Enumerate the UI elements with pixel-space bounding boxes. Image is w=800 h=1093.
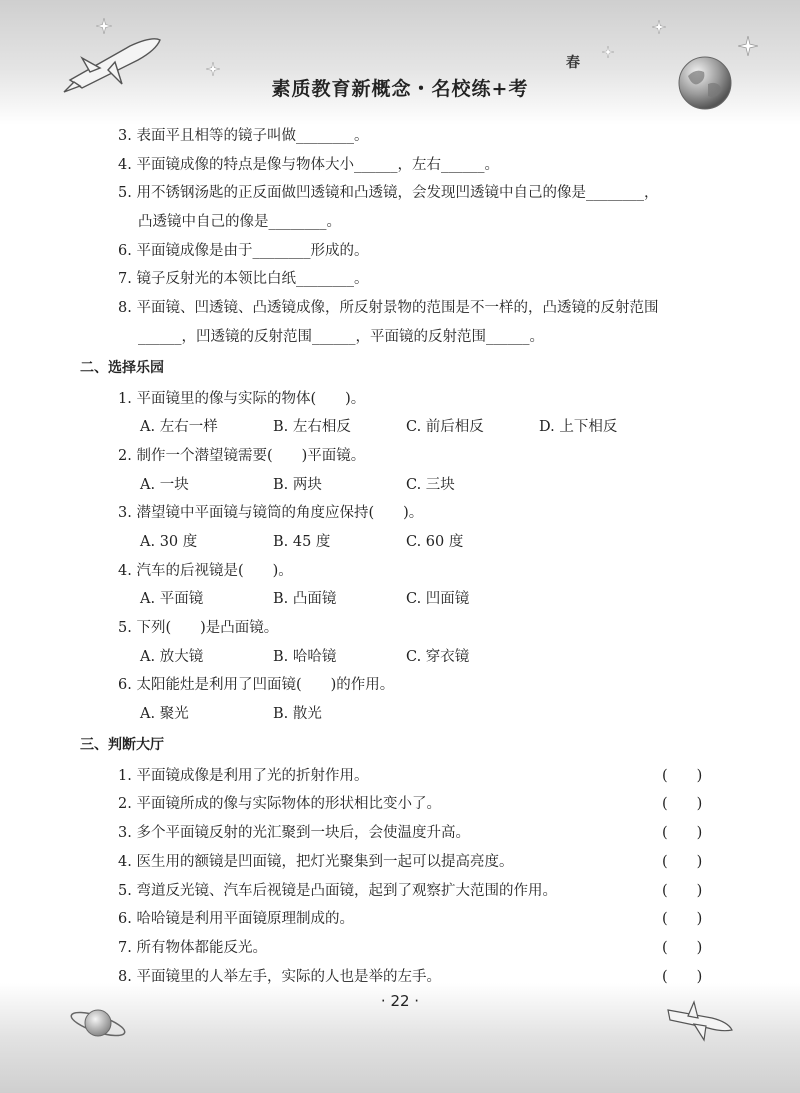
judge-item xyxy=(80,790,720,819)
choice-question: 3. 潜望镜中平面镜与镜筒的角度应保持( )。 xyxy=(118,505,424,522)
option-c: C. 三块 xyxy=(406,476,455,493)
option-c: C. 60 度 xyxy=(406,533,464,550)
fill-blank-question: 3. 表面平且相等的镜子叫做________。 xyxy=(118,128,369,144)
judge-item xyxy=(80,877,720,906)
fill-blank-question-continued: 凸透镜中自己的像是________。 xyxy=(138,214,341,231)
fill-blank-question: 8. 平面镜、凹透镜、凸透镜成像，所反射景物的范围是不一样的，凸透镜的反射范围 xyxy=(118,300,659,317)
option-a: A. 平面镜 xyxy=(140,591,204,608)
judge-statement: 2. 平面镜所成的像与实际物体的形状相比变小了。 xyxy=(118,796,441,813)
judge-statement: 8. 平面镜里的人举左手，实际的人也是举的左手。 xyxy=(118,968,441,985)
option-a: A. 30 度 xyxy=(140,533,198,550)
choice-question: 1. 平面镜里的像与实际的物体( )。 xyxy=(118,390,366,407)
answer-parentheses: ( ) xyxy=(662,767,703,784)
answer-parentheses: ( ) xyxy=(662,882,703,899)
judge-item xyxy=(80,848,720,877)
judge-statement: 7. 所有物体都能反光。 xyxy=(118,939,267,956)
worksheet-content xyxy=(80,122,720,991)
option-a: A. 聚光 xyxy=(140,706,189,723)
option-a: A. 一块 xyxy=(140,476,189,493)
sparkle-icon xyxy=(738,36,758,56)
page-title: 素质教育新概念・名校练+考 xyxy=(271,78,529,100)
fill-blank-question-continued: ______，凹透镜的反射范围______，平面镜的反射范围______。 xyxy=(138,328,544,345)
answer-parentheses: ( ) xyxy=(662,968,703,985)
option-b: B. 哈哈镜 xyxy=(273,648,337,665)
option-b: B. 45 度 xyxy=(273,533,331,550)
judge-item xyxy=(80,934,720,963)
option-d: D. 上下相反 xyxy=(539,419,618,436)
section-title-choice: 二、选择乐园 xyxy=(80,359,164,376)
judge-statement: 4. 医生用的额镜是凹面镜，把灯光聚集到一起可以提高亮度。 xyxy=(118,853,514,870)
option-b: B. 凸面镜 xyxy=(273,591,337,608)
sparkle-icon xyxy=(96,18,112,34)
judge-statement: 5. 弯道反光镜、汽车后视镜是凸面镜，起到了观察扩大范围的作用。 xyxy=(118,882,557,899)
choice-options xyxy=(80,413,720,442)
fill-blank-question: 6. 平面镜成像是由于________形成的。 xyxy=(118,242,369,259)
choice-options xyxy=(80,700,720,729)
option-c: C. 凹面镜 xyxy=(406,591,470,608)
option-a: A. 放大镜 xyxy=(140,648,204,665)
answer-parentheses: ( ) xyxy=(662,825,703,842)
judge-item xyxy=(80,819,720,848)
sparkle-icon xyxy=(602,46,614,58)
choice-question: 5. 下列( )是凸面镜。 xyxy=(118,620,279,636)
judge-statement: 1. 平面镜成像是利用了光的折射作用。 xyxy=(118,767,369,784)
choice-options xyxy=(80,585,720,614)
judge-statement: 3. 多个平面镜反射的光汇聚到一块后，会使温度升高。 xyxy=(118,825,470,842)
answer-parentheses: ( ) xyxy=(662,853,703,870)
option-c: C. 前后相反 xyxy=(406,419,484,436)
judge-item xyxy=(80,905,720,934)
choice-question: 2. 制作一个潜望镜需要( )平面镜。 xyxy=(118,447,366,464)
answer-parentheses: ( ) xyxy=(662,796,703,813)
answer-parentheses: ( ) xyxy=(662,911,703,928)
option-b: B. 散光 xyxy=(273,706,322,723)
choice-question: 4. 汽车的后视镜是( )。 xyxy=(118,562,293,579)
answer-parentheses: ( ) xyxy=(662,939,703,956)
sparkle-icon xyxy=(652,20,666,34)
judge-statement: 6. 哈哈镜是利用平面镜原理制成的。 xyxy=(118,911,354,928)
choice-options xyxy=(80,643,720,672)
choice-question: 6. 太阳能灶是利用了凹面镜( )的作用。 xyxy=(118,677,395,694)
judge-item xyxy=(80,762,720,791)
fill-blank-question: 7. 镜子反射光的本领比白纸________。 xyxy=(118,271,369,288)
choice-options xyxy=(80,471,720,500)
option-b: B. 左右相反 xyxy=(273,419,351,436)
page-number: · 22 · xyxy=(380,992,420,1010)
option-a: A. 左右一样 xyxy=(140,419,218,436)
fill-blank-question: 4. 平面镜成像的特点是像与物体大小______，左右______。 xyxy=(118,156,499,173)
option-b: B. 两块 xyxy=(273,476,322,493)
option-c: C. 穿衣镜 xyxy=(406,648,470,665)
season-label: 春 xyxy=(566,55,580,71)
choice-options xyxy=(80,528,720,557)
fill-blank-question: 5. 用不锈钢汤匙的正反面做凹透镜和凸透镜，会发现凹透镜中自己的像是________， xyxy=(118,185,659,202)
section-title-judge: 三、判断大厅 xyxy=(80,736,164,753)
judge-item xyxy=(80,963,720,992)
